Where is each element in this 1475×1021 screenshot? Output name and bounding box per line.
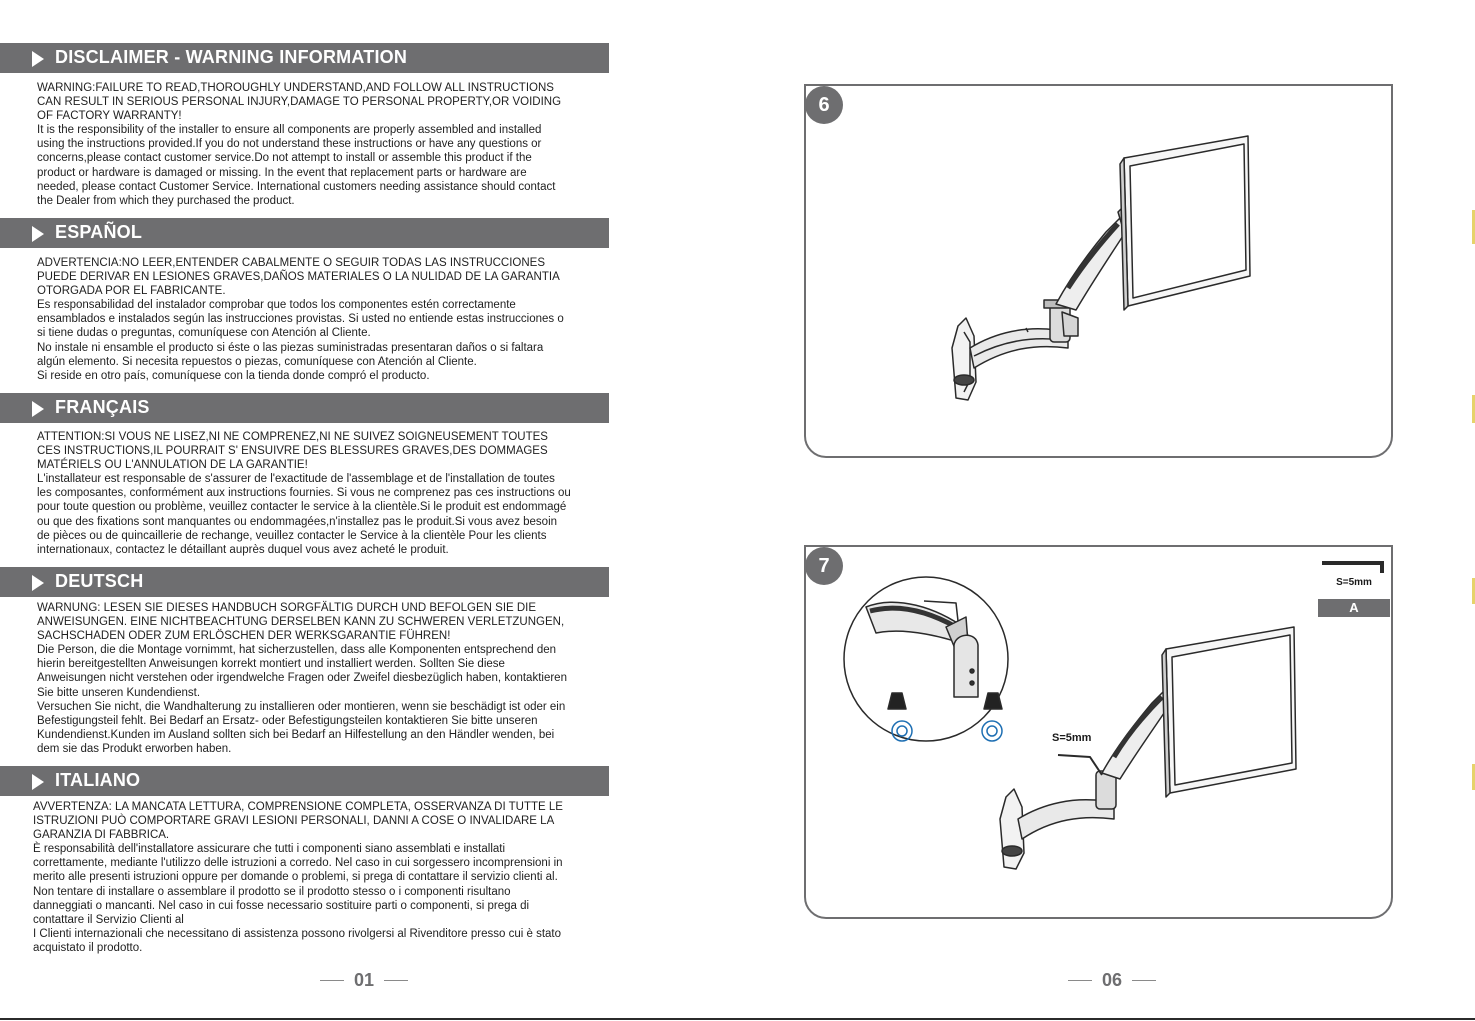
- page-number-label: 01: [354, 970, 375, 990]
- section-title: DISCLAIMER - WARNING INFORMATION: [55, 47, 408, 67]
- section-title: DEUTSCH: [55, 571, 144, 591]
- section-header-italiano: [0, 766, 609, 796]
- section-header-espanol: [0, 218, 609, 248]
- step-7-panel: [804, 545, 1393, 919]
- monitor-arm-illustration: [806, 86, 1391, 456]
- dash-line: [1132, 980, 1156, 982]
- section-body-francais: ATTENTION:SI VOUS NE LISEZ,NI NE COMPRENEZ,NI NE SUIVEZ SOIGNEUSEMENT TOUTES CES INSTRUCTIONS,IL POURRAIT S' ENSUIVRE DES BLESSURES GRAVES,DES DOMMAGES MATÉRIELS OU L'ANNULATION DE LA GARANTIE! L'installateur est responsable de s'assurer de l'exactitude de l'assemblage et de l'installation de toutes les composantes, conformément aux instructions fournies. Si vous ne comprenez pas ces instructions ou pour toute question ou problème, veuillez contacter le service à la clientèle.Si le produit est endommagé ou que des fixations sont manquantes ou endommagées,n'installez pas le produit.Si vous avez besoin de pièces ou de quincaillerie de rechange, veuillez contacter le Service à la clientèle Pour les clients internationaux, contactez le détaillant auprès duquel vous avez acheté le produit.: [37, 431, 571, 556]
- dash-line: [384, 980, 408, 982]
- hex-key-icon: [1318, 545, 1390, 575]
- section-title: ESPAÑOL: [55, 222, 143, 242]
- tool-letter: A: [1318, 599, 1390, 617]
- step-6-panel: [804, 84, 1393, 458]
- play-arrow-icon: [32, 575, 44, 591]
- page-number-label: 06: [1102, 970, 1123, 990]
- hex-key-callout-label: S=5mm: [1052, 732, 1092, 744]
- section-header-francais: [0, 393, 609, 423]
- section-header-deutsch: [0, 567, 609, 597]
- section-title: FRANÇAIS: [55, 397, 150, 417]
- section-header-disclaimer: [0, 43, 609, 73]
- dash-line: [1068, 980, 1092, 982]
- monitor-arm-illustration: [806, 547, 1391, 917]
- bottom-rule: [0, 1018, 1475, 1020]
- section-body-espanol: ADVERTENCIA:NO LEER,ENTENDER CABALMENTE O SEGUIR TODAS LAS INSTRUCCIONES PUEDE DERIVAR EN LESIONES GRAVES,DAÑOS MATERIALES O LA NULIDAD DE LA GARANTIA OTORGADA POR EL FABRICANTE. Es responsabilidad del instalador comprobar que todos los componentes estén correctamente ensamblados e instalados según las instrucciones provistas. Si usted no entiende estas instrucciones o si tiene dudas o preguntas, comuníquese con Atención al Cliente. No instale ni ensamble el producto si éste o las piezas suministradas presentaran daños o si faltara algún elemento. Si necesita repuestos o piezas, comuníquese con Atención al Cliente. Si reside en otro país, comuníquese con la tienda donde compró el producto.: [37, 257, 564, 382]
- section-title: ITALIANO: [55, 770, 141, 790]
- section-body-disclaimer: WARNING:FAILURE TO READ,THOROUGHLY UNDERSTAND,AND FOLLOW ALL INSTRUCTIONS CAN RESULT IN SERIOUS PERSONAL INJURY,DAMAGE TO PERSONAL PROPERTY,OR VOIDING OF FACTORY WARRANTY! It is the responsibility of the installer to ensure all components are properly assembled and installed using the instructions provided.If you do not understand these instructions or have any questions or concerns,please contact customer service.Do not attempt to install or assemble this product if the product or hardware is damaged or missing. In the event that replacement parts or hardware are needed, please contact Customer Service. International customers needing assistance should contact the Dealer from which they purchased the product.: [37, 82, 562, 207]
- play-arrow-icon: [32, 51, 44, 67]
- tool-box: [1318, 545, 1390, 617]
- play-arrow-icon: [32, 226, 44, 242]
- tool-size-label: S=5mm: [1336, 577, 1372, 588]
- section-body-italiano: AVVERTENZA: LA MANCATA LETTURA, COMPRENSIONE COMPLETA, OSSERVANZA DI TUTTE LE ISTRUZIONI PUÒ COMPORTARE GRAVI LESIONI PERSONALI, DANNI A COSE O INVALIDARE LA GARANZIA DI FABBRICA. È responsabilità dell'installatore assicurare che tutti i componenti siano assemblati e installati correttamente, mediante l'utilizzo delle istruzioni a corredo. Nel caso in cui sorgessero incomprensioni in merito alle presenti istruzioni oppure per domande o problemi, si prega di contattare il servizio clienti al. Non tentare di installare o assemblare il prodotto se il prodotto stesso o i componenti risultano danneggiati o mancanti. Nel caso in cui fosse necessario sostituire parti o componenti, si prega di contattare il Servizio Clienti al I Clienti internazionali che necessitano di assistenza possono rivolgersi al Rivenditore presso cui è stato acquistato il prodotto.: [33, 801, 563, 954]
- step-badge-7: 7: [805, 547, 843, 585]
- dash-line: [320, 980, 344, 982]
- page-number-right: [1068, 970, 1156, 991]
- play-arrow-icon: [32, 774, 44, 790]
- step-badge-6: 6: [805, 86, 843, 124]
- play-arrow-icon: [32, 401, 44, 417]
- section-body-deutsch: WARNUNG: LESEN SIE DIESES HANDBUCH SORGFÄLTIG DURCH UND BEFOLGEN SIE DIE ANWEISUNGEN. EINE NICHTBEACHTUNG DERSELBEN KANN ZU SCHWEREN VERLETZUNGEN, SACHSCHADEN ODER ZUM ERLÖSCHEN DER WERKSGARANTIE FÜHREN! Die Person, die die Montage vornimmt, hat sicherzustellen, dass alle Komponenten entsprechend den hierin bereitgestellten Anweisungen korrekt montiert und installiert werden. Sollten Sie diese Anweisungen nicht verstehen oder irgendwelche Fragen oder Zweifel diesbezüglich haben, kontaktieren Sie bitte unseren Kundendienst. Versuchen Sie nicht, die Wandhalterung zu installieren oder montieren, wenn sie beschädigt ist oder ein Befestigungsteil fehlt. Bei Bedarf an Ersatz- oder Befestigungsteilen kontaktieren Sie bitte unseren Kundendienst.Kunden im Ausland sollten sich bei Bedarf an Hilfestellung an den Händler wenden, bei dem sie das Produkt erworben haben.: [37, 602, 567, 755]
- page-number-left: [320, 970, 408, 991]
